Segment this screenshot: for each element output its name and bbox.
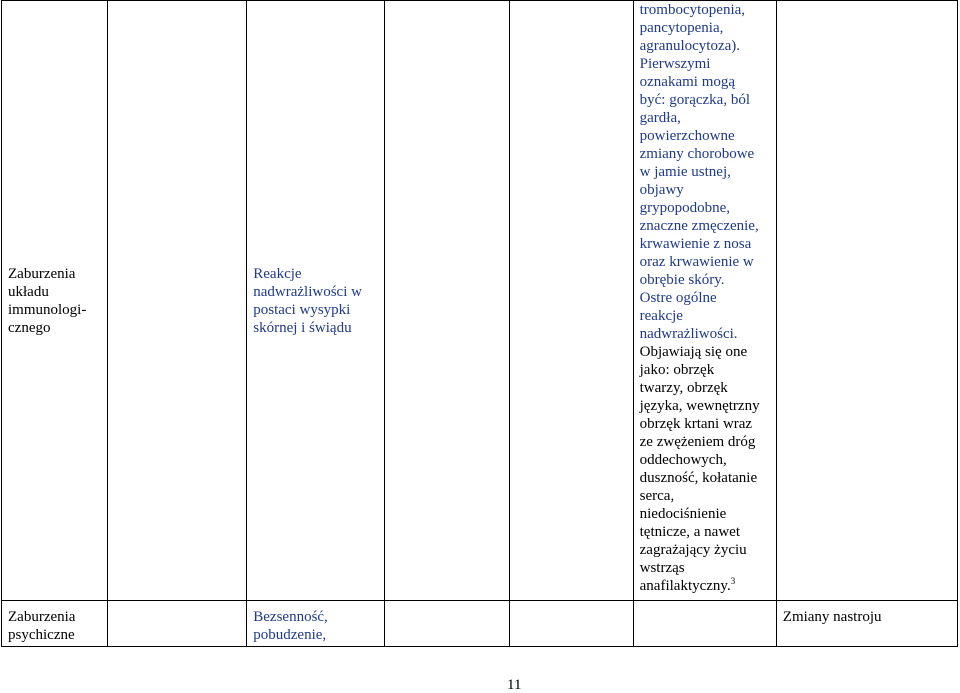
cell-line: Pierwszymi: [639, 56, 711, 72]
empty-cell: [509, 1, 633, 601]
cell-line: Reakcje: [253, 265, 302, 282]
cell-line-text: anafilaktyczny.: [639, 578, 731, 594]
cell-line: cznego: [8, 319, 51, 336]
cell-line: zagrażający życiu: [639, 542, 747, 558]
cell-line: oznakami mogą: [639, 74, 736, 90]
reaction-cell: [247, 601, 385, 647]
cell-line: skórnej i świądu: [253, 319, 352, 336]
footnote-marker: 3: [730, 576, 736, 586]
cell-line: grypopodobne,: [639, 200, 731, 216]
cell-line: oraz krwawienie w: [639, 254, 754, 270]
frequency-cell: [776, 601, 957, 647]
empty-cell: [385, 601, 509, 647]
cell-line: krwawienie z nosa: [639, 236, 752, 252]
cell-line: twarzy, obrzęk: [639, 380, 728, 396]
empty-cell: [108, 601, 247, 647]
cell-line: języka, wewnętrzny: [639, 398, 760, 414]
cell-line: Zmiany nastroju: [782, 609, 882, 625]
cell-line: nadwrażliwości.: [639, 326, 738, 342]
cell-line: Zaburzenia: [8, 265, 76, 282]
adverse-effects-table: [1, 0, 958, 647]
cell-line: gardła,: [639, 110, 681, 126]
empty-cell: [108, 1, 247, 601]
empty-cell: [509, 601, 633, 647]
cell-line: trombocytopenia,: [639, 2, 746, 18]
cell-line: układu: [8, 283, 49, 300]
cell-line: Ostre ogólne: [639, 290, 717, 306]
table-row: [2, 601, 958, 647]
cell-line: pobudzenie,: [253, 627, 327, 643]
cell-line: psychiczne: [8, 627, 75, 643]
cell-line: zmiany chorobowe: [639, 146, 755, 162]
cell-line: wstrząs: [639, 560, 685, 576]
reaction-cell: [247, 1, 385, 601]
cell-line: być: gorączka, ból: [639, 92, 751, 108]
cell-line: niedociśnienie: [639, 506, 727, 522]
cell-line: objawy: [639, 182, 684, 198]
cell-line: Bezsenność,: [253, 609, 328, 625]
cell-line: ze zwężeniem dróg: [639, 434, 756, 450]
page-number: 11: [507, 677, 522, 693]
empty-cell: [385, 1, 509, 601]
cell-line: obrębie skóry.: [639, 272, 725, 288]
empty-cell: [633, 601, 776, 647]
cell-line: nadwrażliwości w: [253, 283, 362, 300]
cell-line: duszność, kołatanie: [639, 470, 758, 486]
organ-class-cell: [2, 1, 108, 601]
cell-line: oddechowych,: [639, 452, 727, 468]
cell-line: powierzchowne: [639, 128, 735, 144]
cell-line: immunologi-: [8, 301, 87, 318]
cell-line: serca,: [639, 488, 675, 504]
cell-line: agranulocytoza).: [639, 38, 741, 54]
cell-line: postaci wysypki: [253, 301, 351, 318]
cell-line: tętnicze, a nawet: [639, 524, 740, 540]
empty-cell: [776, 1, 957, 601]
organ-class-cell: [2, 601, 108, 647]
cell-line: reakcje: [639, 308, 683, 324]
cell-line: jako: obrzęk: [639, 362, 715, 378]
table-row: [2, 1, 958, 601]
cell-line: [640, 577, 776, 595]
description-cell: [633, 1, 776, 601]
cell-line: Zaburzenia: [8, 609, 76, 625]
cell-line: znaczne zmęczenie,: [639, 218, 759, 234]
cell-line: w jamie ustnej,: [639, 164, 731, 180]
cell-line: obrzęk krtani wraz: [639, 416, 753, 432]
cell-line: Objawiają się one: [639, 344, 748, 360]
cell-line: pancytopenia,: [639, 20, 724, 36]
